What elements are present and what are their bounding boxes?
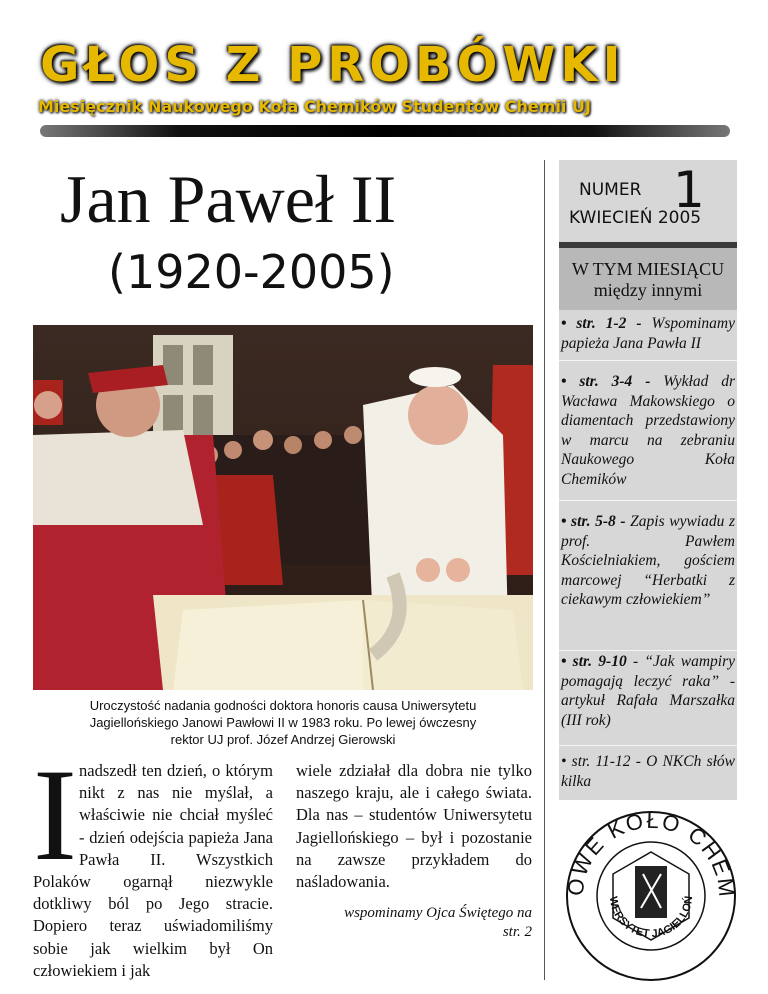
masthead: [0, 0, 768, 150]
article-column-1: [33, 741, 273, 982]
newspaper-title: GŁOS Z PROBÓWKI: [40, 37, 626, 93]
masthead-rule: [40, 125, 730, 137]
contents-item-text: • str. 11-12 - O NKCh słów kilka: [561, 753, 735, 790]
column-divider: [544, 160, 545, 980]
contents-item: [561, 652, 735, 730]
contents-heading-line: między innymi: [593, 280, 703, 300]
seal-outer-text: OWE KOŁO CHEM: [563, 808, 739, 900]
contents-item-text: Wykład dr Wacława Makowskiego o diamentach przedstawiony w marcu na zebraniu Naukowego Koła Chemików: [561, 373, 736, 488]
headline-name: Jan Paweł II: [60, 161, 397, 237]
ceremony-photo: [33, 325, 533, 690]
issue-date: KWIECIEŃ 2005: [569, 208, 702, 228]
contents-heading: [559, 242, 737, 310]
contents-item-text: Zapis wywiadu z prof. Pawłem Kościelniakiem, gościem marcowej “Herbatki z ciekawym człowiekiem”: [561, 513, 735, 608]
contents-item-pages: • str. 3-4 -: [561, 373, 651, 390]
contents-separator: [559, 745, 737, 746]
photo-caption: [33, 697, 533, 748]
contents-item: [561, 314, 735, 353]
article-text: nadszedł ten dzień, o którym nikt z nas nie myślał, a właściwie nie chciał myśleć - dzień odejścia papieża Jana Pawła II. Wszystkich Polaków ogarnął niezwykle dotkliwy ból po Jego stracie. Dopiero teraz uświadomiliśmy sobie jak wielkim był On człowiekiem i jak: [33, 761, 273, 980]
contents-item: [561, 512, 735, 610]
contents-item-pages: • str. 9-10: [561, 653, 627, 670]
contents-item-text: - “Jak wampiry pomagają leczyć raka” - artykuł Rafała Marszałka (III rok): [561, 653, 735, 729]
contents-heading-line: W TYM MIESIĄCU: [571, 259, 725, 279]
contents-item: [561, 372, 735, 489]
seal-inner-text: WERSYTET JAGIELLOŃ: [606, 895, 696, 941]
headline-years: (1920-2005): [108, 245, 395, 299]
caption-line: Uroczystość nadania godności doktora honoris causa Uniwersytetu: [89, 698, 477, 713]
caption-line: Jagiellońskiego Janowi Pawłowi II w 1983 roku. Po lewej ówczesny: [89, 715, 477, 730]
contents-separator: [559, 500, 737, 501]
drop-cap: I: [33, 741, 77, 888]
contents-item-text: Wspominamy papieża Jana Pawła II: [561, 315, 735, 352]
issue-number: 1: [673, 161, 705, 219]
contents-item-pages: • str. 5-8 -: [561, 513, 626, 530]
article-column-2: wiele zdziałał dla dobra nie tylko naszego kraju, ale i całego świata. Dla nas – studentów Uniwersytetu Jagiellońskiego – był i pozostanie na zawsze przykładem do naśladowania.: [296, 761, 532, 892]
newspaper-subtitle: Miesięcznik Naukowego Koła Chemików Studentów Chemii UJ: [38, 97, 591, 116]
continuation-note: [296, 904, 532, 942]
issue-box: [559, 160, 737, 242]
continuation-note-line: str. 2: [502, 924, 532, 940]
contents-separator: [559, 650, 737, 651]
contents-item: [561, 752, 735, 791]
contents-list: [559, 310, 737, 800]
issue-label: NUMER: [579, 180, 642, 200]
caption-line: rektor UJ prof. Józef Andrzej Gierowski: [170, 732, 396, 747]
drop-cap-space: [33, 741, 79, 888]
club-seal: [563, 808, 739, 984]
contents-item-pages: • str. 1-2 -: [561, 315, 642, 332]
contents-separator: [559, 360, 737, 361]
continuation-note-line: wspominamy Ojca Świętego na: [344, 905, 532, 921]
